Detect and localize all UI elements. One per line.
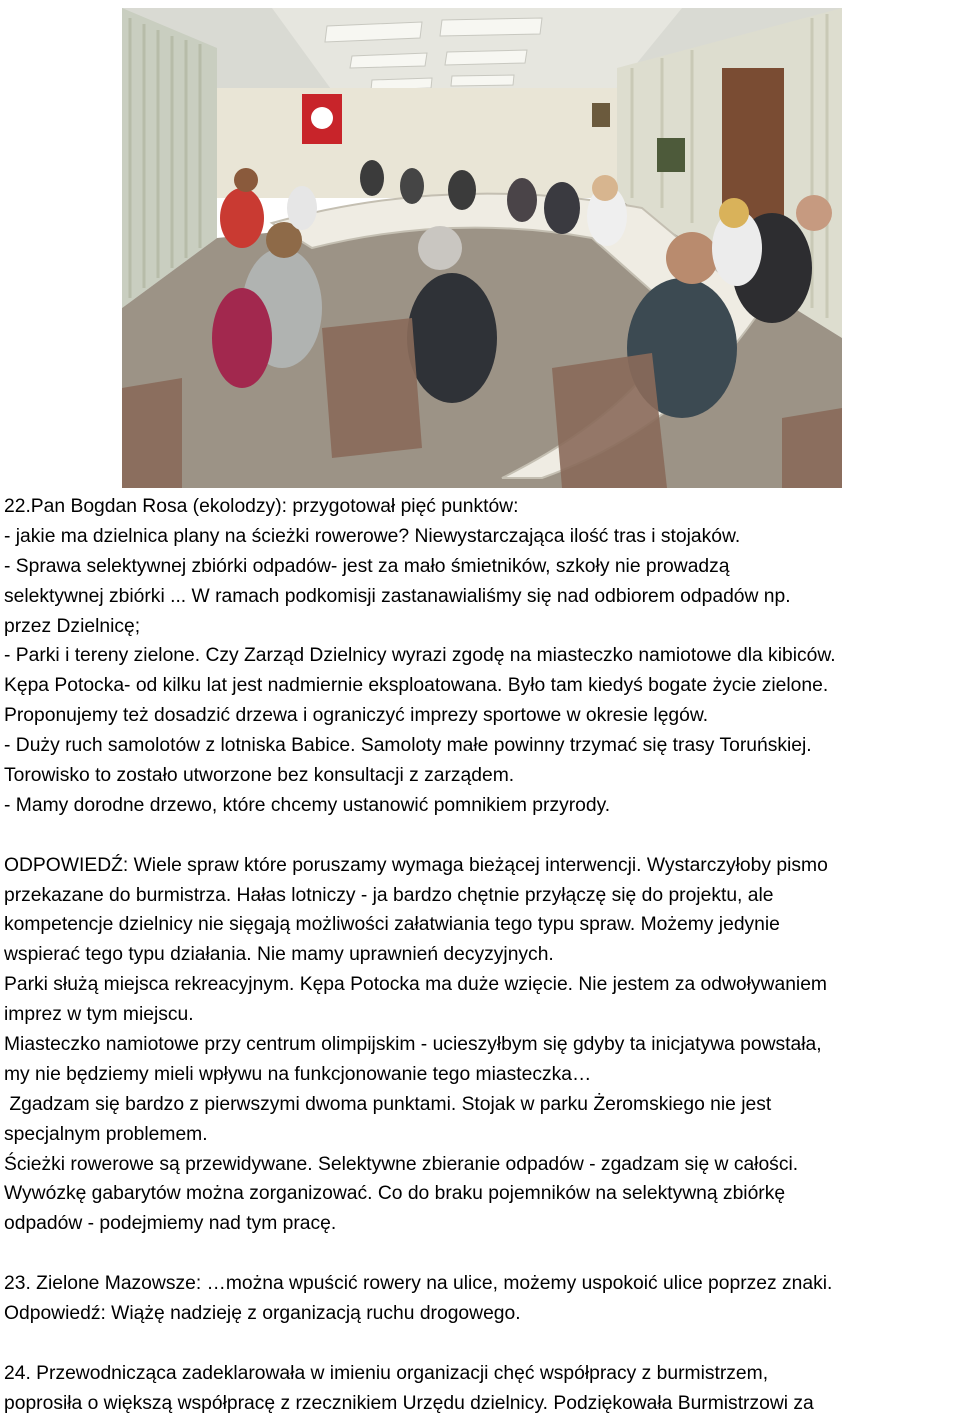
meeting-room-photo-icon (122, 8, 842, 488)
text-line: 23. Zielone Mazowsze: …można wpuścić rowery na ulice, możemy uspokoić ulice poprzez znaki. (4, 1273, 833, 1295)
text-line: Wywózkę gabarytów można zorganizować. Co do braku pojemników na selektywną zbiórkę (4, 1183, 786, 1205)
text-line: - Mamy dorodne drzewo, które chcemy ustanowić pomnikiem przyrody. (4, 794, 611, 816)
text-line: Miasteczko namiotowe przy centrum olimpijskim - ucieszyłbym się gdyby ta inicjatywa powstała, (4, 1034, 822, 1056)
text-line: imprez w tym miejscu. (4, 1004, 194, 1026)
text-line: Proponujemy też dosadzić drzewa i ograniczyć imprezy sportowe w okresie lęgów. (4, 705, 709, 727)
text-line: - jakie ma dzielnica plany na ścieżki rowerowe? Niewystarczająca ilość tras i stojaków. (4, 525, 741, 547)
text-line: przekazane do burmistrza. Hałas lotniczy - ja bardzo chętnie przyłączę się do projektu, ale (4, 884, 774, 906)
text-line: poprosiła o większą współpracę z rzecznikiem Urzędu dzielnicy. Podziękowała Burmistrzowi za (4, 1392, 814, 1414)
text-line: Zgadzam się bardzo z pierwszymi dwoma punktami. Stojak w parku Żeromskiego nie jest (4, 1093, 772, 1115)
text-line: Odpowiedź: Wiążę nadzieję z organizacją ruchu drogowego. (4, 1303, 521, 1325)
text-line: 24. Przewodnicząca zadeklarowała w imieniu organizacji chęć współpracy z burmistrzem, (4, 1362, 769, 1384)
text-line: - Sprawa selektywnej zbiórki odpadów- jest za mało śmietników, szkoły nie prowadzą (4, 555, 730, 577)
text-line: - Duży ruch samolotów z lotniska Babice. Samoloty małe powinny trzymać się trasy Toruńskiej. (4, 735, 812, 757)
text-line: my nie będziemy mieli wpływu na funkcjonowanie tego miasteczka… (4, 1063, 592, 1085)
text-line: Kępa Potocka- od kilku lat jest nadmiernie eksploatowana. Było tam kiedyś bogate życie zielone. (4, 675, 829, 697)
paragraph-gap (4, 1239, 960, 1269)
text-line: wspierać tego typu działania. Nie mamy uprawnień decyzyjnych. (4, 944, 554, 966)
paragraph-gap (4, 821, 960, 851)
text-line: 22.Pan Bogdan Rosa (ekolodzy): przygotował pięć punktów: (4, 496, 519, 517)
paragraph-gap (4, 1329, 960, 1359)
text-line: Parki służą miejsca rekreacyjnym. Kępa Potocka ma duże wzięcie. Nie jestem za odwoływaniem (4, 974, 827, 996)
text-line: Torowisko to zostało utworzone bez konsultacji z zarządem. (4, 765, 515, 787)
text-line: - Parki i tereny zielone. Czy Zarząd Dzielnicy wyrazi zgodę na miasteczko namiotowe dla kibiców. (4, 645, 836, 667)
text-line: przez Dzielnicę; (4, 615, 141, 637)
text-line: Ścieżki rowerowe są przewidywane. Selektywne zbieranie odpadów - zgadzam się w całości. (4, 1153, 799, 1175)
text-line: kompetencje dzielnicy nie sięgają możliwości załatwiania tego typu spraw. Możemy jedynie (4, 914, 780, 936)
document-text (4, 492, 960, 1419)
text-line: odpadów - podejmiemy nad tym pracę. (4, 1213, 337, 1235)
text-line: specjalnym problemem. (4, 1123, 208, 1145)
meeting-photo (122, 8, 842, 488)
text-line: selektywnej zbiórki ... W ramach podkomisji zastanawialiśmy się nad odbiorem odpadów np. (4, 585, 791, 607)
text-line: ODPOWIEDŹ: Wiele spraw które poruszamy wymaga bieżącej interwencji. Wystarczyłoby pismo (4, 854, 828, 876)
